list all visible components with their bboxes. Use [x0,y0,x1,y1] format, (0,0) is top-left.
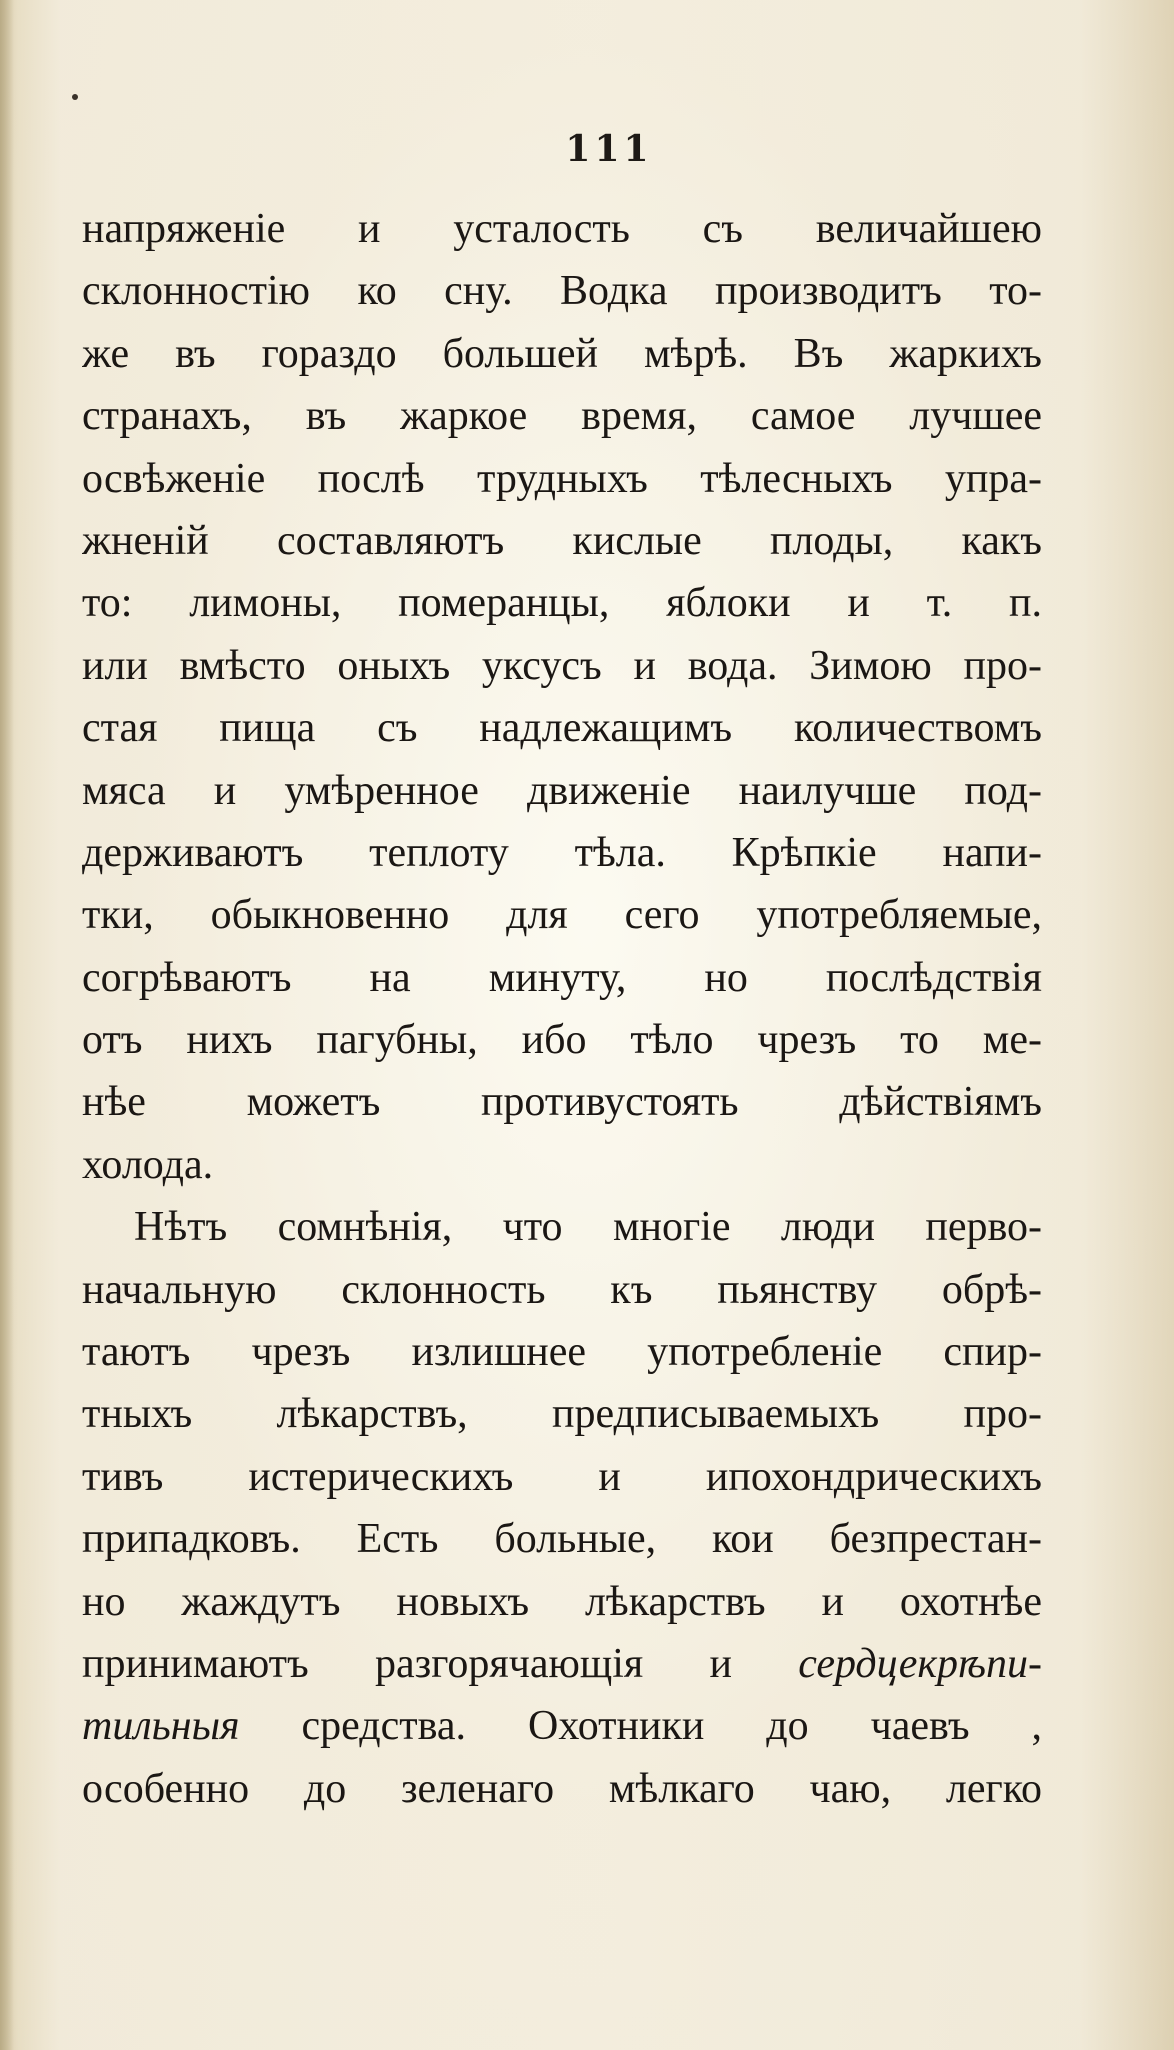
text-line: но жаждутъ новыхъ лѣкарствъ и охотнѣе [82,1578,1042,1625]
page-number: 111 [565,128,653,170]
text-line: тивъ истерическихъ и ипохондрическихъ [82,1453,1042,1500]
text-line-paragraph-start: Нѣтъ сомнѣнія, что многіе люди перво- [134,1204,1042,1251]
text-line: мяса и умѣренное движеніе наилучше под- [82,767,1042,814]
text-line: тныхъ лѣкарствъ, предписываемыхъ про- [82,1391,1042,1438]
text-line: жненій составляютъ кислые плоды, какъ [82,517,1042,564]
text-segment: средства. Охотники до чаевъ , [239,1703,1042,1750]
text-line: тки, обыкновенно для сего употребляемые, [82,892,1042,939]
text-segment: принимаютъ разгорячающія и [82,1640,799,1687]
ink-speck [72,94,78,100]
text-line-with-italic [82,1695,1042,1757]
text-line: или вмѣсто оныхъ уксусъ и вода. Зимою про- [82,642,1042,689]
text-line-with-italic [82,1633,1042,1695]
text-line: стая пища съ надлежащимъ количествомъ [82,705,1042,752]
text-line-paragraph-end: холода. [82,1141,214,1188]
text-line: освѣженіе послѣ трудныхъ тѣлесныхъ упра- [82,455,1042,502]
italic-term: сердцекрѣпи- [798,1640,1042,1687]
italic-term: тильныя [82,1703,240,1750]
text-line: отъ нихъ пагубны, ибо тѣло чрезъ то ме- [82,1017,1042,1064]
text-line: начальную склонность къ пьянству обрѣ- [82,1266,1042,1313]
text-line: то: лимоны, померанцы, яблоки и т. п. [82,580,1042,627]
text-line: держиваютъ теплоту тѣла. Крѣпкіе напи- [82,829,1042,876]
text-line: склонностію ко сну. Водка производитъ то- [82,268,1042,315]
text-line: особенно до зеленаго мѣлкаго чаю, легко [82,1765,1042,1812]
text-line: напряженіе и усталость съ величайшею [82,206,1042,252]
text-line: припадковъ. Есть больные, кои безпрестан- [82,1516,1042,1563]
text-line: странахъ, въ жаркое время, самое лучшее [82,393,1042,440]
text-line: таютъ чрезъ излишнее употребленіе спир- [82,1329,1042,1376]
text-line: же въ гораздо большей мѣрѣ. Въ жаркихъ [82,330,1042,377]
text-line: согрѣваютъ на минуту, но послѣдствія [82,954,1042,1001]
page-binding-edge [0,0,14,2050]
page-text [82,198,1042,1820]
text-line: нѣе можетъ противустоять дѣйствіямъ [82,1079,1042,1126]
